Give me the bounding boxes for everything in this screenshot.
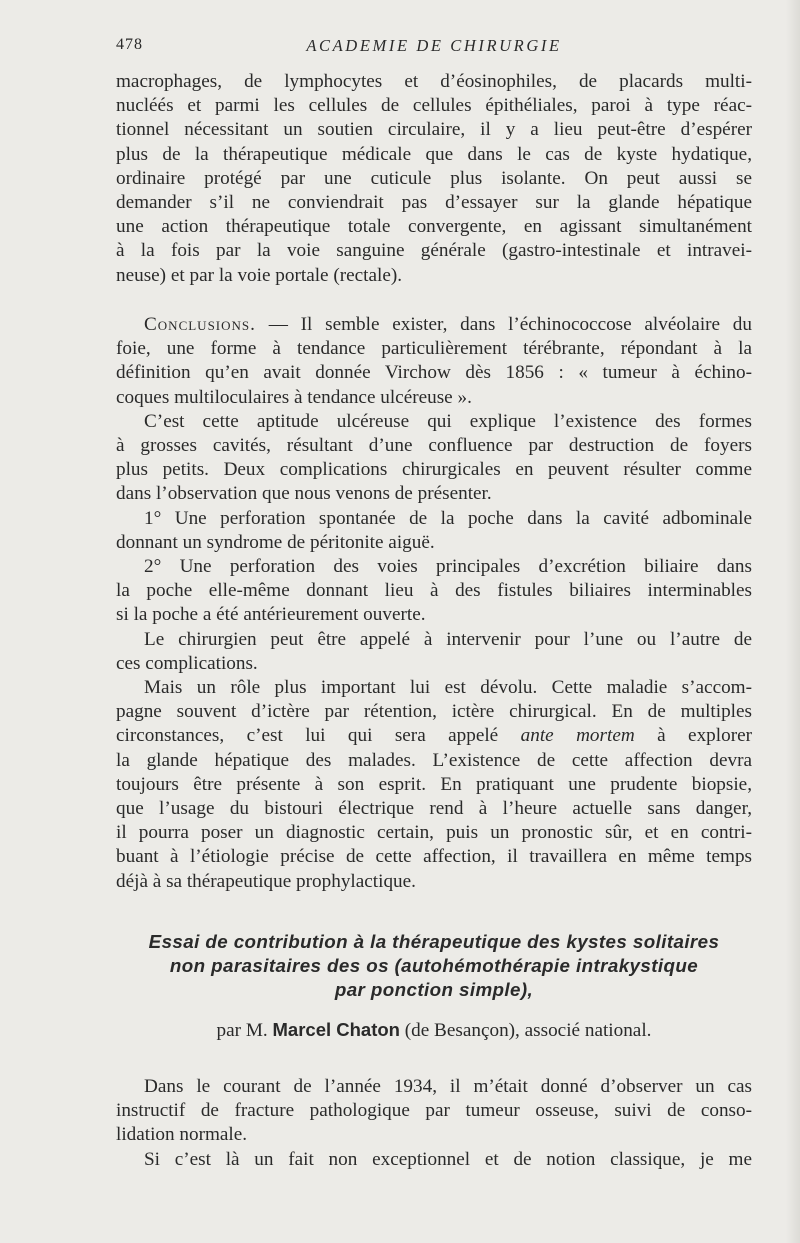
article-intro xyxy=(116,1075,752,1172)
text-line: macrophages, de lymphocytes et d’éosinophiles, de placards multi- xyxy=(116,71,752,92)
conclusions-heading: Conclusions. xyxy=(144,314,256,335)
paragraph-continuation xyxy=(116,70,752,288)
text-line: à grosses cavités, résultant d’une confluence par destruction de foyers xyxy=(116,435,752,457)
text-line: plus petits. Deux complications chirurgicales en peuvent résulter comme xyxy=(116,459,752,481)
text-line: à la fois par la voie sanguine générale (gastro-intestinale et intravei- xyxy=(116,240,752,262)
text-line: la glande hépatique des malades. L’existence de cette affection devra xyxy=(116,749,752,771)
text-line: buant à l’étiologie précise de cette affection, il travaillera en même temps xyxy=(116,846,752,868)
title-line: non parasitaires des os (autohémothérapie intrakystique xyxy=(169,955,699,976)
text-line: circonstances, c’est lui qui sera appelé ante mortem à explorer xyxy=(116,725,752,747)
author-name: Marcel Chaton xyxy=(272,1019,400,1040)
text-line: la poche elle-même donnant lieu à des fistules biliaires interminables xyxy=(116,580,752,602)
text-line: demander s’il ne conviendrait pas d’essayer sur la glande hépatique xyxy=(116,192,752,214)
conclusions-paragraph xyxy=(116,313,752,894)
title-line: par ponction simple), xyxy=(334,979,534,1000)
text-line: instructif de fracture pathologique par tumeur osseuse, suivi de conso- xyxy=(116,1100,752,1122)
ante-mortem-italic: ante mortem xyxy=(520,725,635,747)
text-line: toujours être présente à son esprit. En pratiquant une prudente biopsie, xyxy=(116,773,752,795)
text-line: définition qu’en avait donnée Virchow dès 1856 : « tumeur à échino- xyxy=(116,362,752,384)
running-header xyxy=(116,36,752,60)
text-line: Si c’est là un fait non exceptionnel et de notion classique, je me xyxy=(144,1148,752,1170)
text-line: plus de la thérapeutique médicale que dans le cas de kyste hydatique, xyxy=(116,143,752,165)
text-line: coques multiloculaires à tendance ulcéreuse ». xyxy=(116,386,472,408)
text-line: déjà à sa thérapeutique prophylactique. xyxy=(116,870,416,892)
text-line: il pourra poser un diagnostic certain, puis un pronostic sûr, et en contri- xyxy=(116,822,752,844)
page-edge-shadow xyxy=(786,0,800,1243)
title-line: Essai de contribution à la thérapeutique des kystes solitaires xyxy=(148,931,720,952)
text-line: tionnel nécessitant un soutien circulaire, il y a lieu peut-être d’espérer xyxy=(116,119,752,141)
text-line: si la poche a été antérieurement ouverte. xyxy=(116,604,426,626)
list-item-2: 2° Une perforation des voies principales d’excrétion biliaire dans xyxy=(144,556,752,578)
text-line: Le chirurgien peut être appelé à intervenir pour l’une ou l’autre de xyxy=(144,628,752,650)
text-line: Dans le courant de l’année 1934, il m’était donné d’observer un cas xyxy=(144,1076,752,1097)
article-title xyxy=(116,930,752,1002)
text-line: neuse) et par la voie portale (rectale). xyxy=(116,264,403,286)
text-line: que l’usage du bistouri électrique rend à l’heure actuelle sans danger, xyxy=(116,798,752,820)
text-line: lidation normale. xyxy=(116,1124,248,1146)
text-line: pagne souvent d’ictère par rétention, ictère chirurgical. En de multiples xyxy=(116,701,752,723)
author-byline: par M. Marcel Chaton (de Besançon), associé national. xyxy=(216,1019,652,1041)
page-number: 478 xyxy=(116,36,143,53)
text-line: nucléés et parmi les cellules de cellules épithéliales, paroi à type réac- xyxy=(116,95,752,117)
running-title: ACADEMIE DE CHIRURGIE xyxy=(306,36,562,55)
text-line: dans l’observation que nous venons de présenter. xyxy=(116,483,492,505)
text-line: ces complications. xyxy=(116,652,258,674)
text-line: Conclusions. — Il semble exister, dans l’échinococcose alvéolaire du xyxy=(144,314,752,335)
text-line: donnant un syndrome de péritonite aiguë. xyxy=(116,531,435,553)
text-line: une action thérapeutique totale convergente, en agissant simultanément xyxy=(116,216,752,238)
text-line: C’est cette aptitude ulcéreuse qui explique l’existence des formes xyxy=(144,410,752,432)
text-line: foie, une forme à tendance particulièrement térébrante, répondant à la xyxy=(116,338,752,360)
text-line: Mais un rôle plus important lui est dévolu. Cette maladie s’accom- xyxy=(144,677,752,699)
text-line: ordinaire protégé par une cuticule plus isolante. On peut aussi se xyxy=(116,167,752,189)
list-item-1: 1° Une perforation spontanée de la poche dans la cavité adbominale xyxy=(144,507,752,529)
